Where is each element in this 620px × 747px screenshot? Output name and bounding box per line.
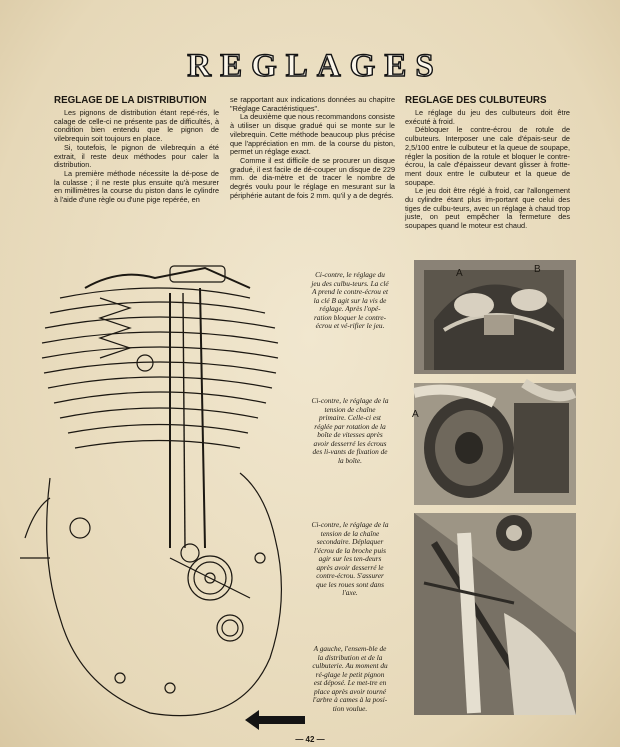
label-a: A bbox=[412, 409, 419, 420]
text-column-middle bbox=[230, 96, 395, 200]
label-b: B bbox=[534, 264, 541, 275]
section-heading-distribution: REGLAGE DE LA DISTRIBUTION bbox=[54, 95, 207, 106]
caption-distribution: A gauche, l'ensem-ble de la distribution et de la culbuterie. Au moment du ré-glage le petit pignon est déposé. Le met-tre en place après avoir tourné l'arbre à cames à la posi-tion voulue. bbox=[312, 644, 388, 713]
paragraph: Le réglage du jeu des culbuteurs doit être exécuté à froid. bbox=[405, 108, 570, 126]
section-heading-culbuteurs: REGLAGE DES CULBUTEURS bbox=[405, 95, 547, 106]
photo-rocker-adjustment bbox=[414, 260, 576, 374]
caption-culbuteurs: Ci-contre, le réglage du jeu des culbu-teurs. La clé A prend le contre-écrou et la clé B agit sur la vis de réglage. Après l'opé-ration bloquer le contre-écrou et vé-rifier le jeu. bbox=[311, 270, 389, 330]
caption-chaine-secondaire: Ci-contre, le réglage de la tension de la chaîne secondaire. Déplaquer l'écrou de la broche puis agir sur les ten-deurs après avoir desserré le contre-écrou. S'assurer que les roues sont dans l'axe. bbox=[311, 520, 389, 597]
paragraph: La première méthode nécessite la dé-pose de la culasse ; il ne reste plus ensuite qu'à mesurer en millimètres la course du piston dans le cylindre à l'aide d'une règle ou d'une pige repérée, en bbox=[54, 168, 219, 205]
page-number: — 42 — bbox=[295, 735, 325, 744]
caption-chaine-primaire: Ci-contre, le réglage de la tension de chaîne primaire. Celle-ci est réglée par rotation de la boîte de vitesses après avoir desserré les écrous des li-vants de fixation de la boîte. bbox=[311, 396, 389, 465]
paragraph: Le jeu doit être réglé à froid, car l'allongement du cylindre étant plus im-portant que celui des tiges de culbu-teurs, avec un réglage à chaud trop juste, on peut empêcher la fermeture des soupapes quand le moteur est chaud. bbox=[405, 186, 570, 231]
page-title: REGLAGES bbox=[187, 48, 443, 84]
left-arrow-icon bbox=[245, 710, 305, 730]
text-column-culbuteurs bbox=[405, 96, 570, 231]
paragraph: Comme il est difficile de se procurer un disque gradué, il est facile de dé-couper un disque de 229 mm. de dia-mètre et de tracer le nombre de degrés voulu pour le réglage en mesurant sur la périphérie autant de fois 2 mm. qu'il y a de degrés. bbox=[230, 155, 395, 200]
paragraph: Si, toutefois, le pignon de vilebrequin a été extrait, il reste deux méthodes pour caler la distribution. bbox=[54, 142, 219, 170]
paragraph: Les pignons de distribution étant repé-rés, le calage de celle-ci ne présente pas de difficultés, à condition bien entendu que le pignon de vilebrequin soit toujours en place. bbox=[54, 108, 219, 144]
text-column-distribution bbox=[54, 96, 219, 205]
paragraph: La deuxième que nous recommandons consiste à utiliser un disque gradué qui se monte sur le vilebrequin. Cette méthode beaucoup plus précise que l'appréciation en mm. de la course du piston, permet un réglage exact. bbox=[230, 112, 395, 157]
engine-distribution-illustration bbox=[20, 258, 310, 728]
label-a: A bbox=[456, 268, 463, 279]
photo-secondary-chain bbox=[414, 513, 576, 715]
paragraph: Débloquer le contre-écrou de rotule de culbuteurs. Interposer une cale d'épais-seur de 2,5/100 entre le culbuteur et la queue de soupape, régler la position de la rotule et bloquer le contre-écrou, la cale d'épaisseur devant glisser à frotte-ment doux entre le culbuteur et la queue de soupape. bbox=[405, 125, 570, 187]
photo-primary-chain bbox=[414, 383, 576, 505]
paragraph: se rapportant aux indications données au chapitre "Réglage Caractéristiques". bbox=[230, 95, 395, 113]
